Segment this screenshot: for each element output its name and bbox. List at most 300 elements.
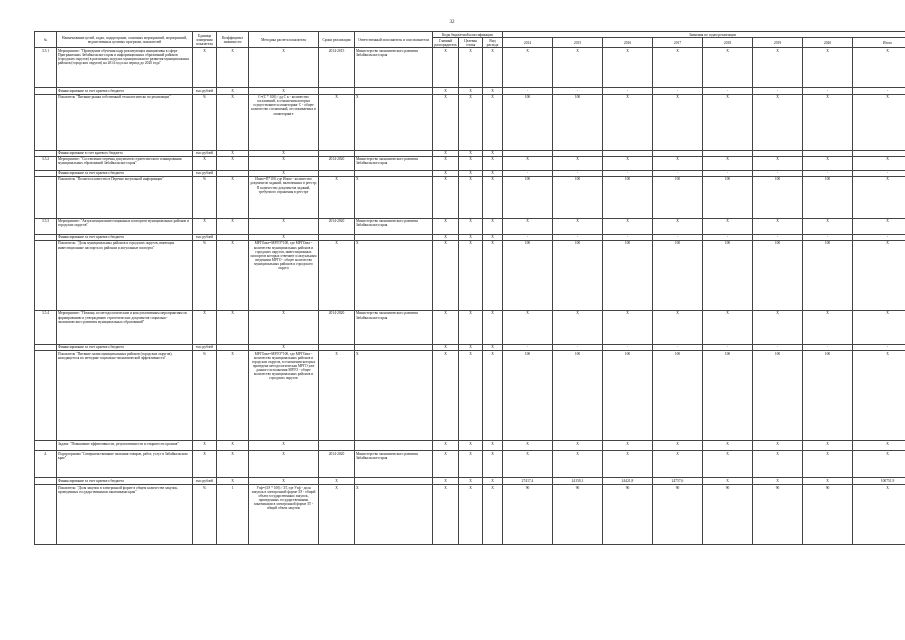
row-year-value: 100 xyxy=(703,240,753,310)
row-method: Ипмо=П*100, где Ипмо - количество документов заданий, включенных в реестр; П количество документов заданий, требуемого отражения в реестре xyxy=(249,176,319,218)
row-coefficient: Х xyxy=(217,441,249,451)
row-coefficient: Х xyxy=(217,351,249,441)
table-body xyxy=(35,48,905,545)
row-year-value: Х xyxy=(603,94,653,150)
row-year-value: Х xyxy=(503,156,553,170)
header-total: Итого xyxy=(853,38,905,48)
header-year: 2017 xyxy=(653,38,703,48)
row-name: Задача: "Повышение эффективности, результативности и открытости органов" xyxy=(57,441,193,451)
header-unit: Единица измерения показателя xyxy=(193,32,217,48)
row-method: С=(С * 100) / дд С к - количество соглашений, в отношении которых осуществляются мониторинг С - общее количество соглашений, отслеживаемых в мониторинге xyxy=(249,94,319,150)
row-number: 3.5.4 xyxy=(35,310,57,344)
row-unit: Х xyxy=(193,451,217,478)
row-number xyxy=(35,441,57,451)
row-code: Х xyxy=(433,240,459,310)
row-year-value: Х xyxy=(653,94,703,150)
row-year-value: 24757,6 xyxy=(653,478,703,485)
row-year-value: Х xyxy=(753,218,803,234)
row-code: Х xyxy=(433,485,459,545)
row-unit: тыс.рублей xyxy=(193,344,217,350)
row-year-value: - xyxy=(803,88,853,94)
header-coefficient: Коэффициент значимости xyxy=(217,32,249,48)
row-name: Финансирование в счет краевого бюджета xyxy=(57,150,193,156)
row-number: 4. xyxy=(35,451,57,478)
row-code: Х xyxy=(459,218,483,234)
row-name: Мероприятие: "Составление перечня документов стратегического планирования муниципальных образований Забайкальского края" xyxy=(57,156,193,170)
row-year-value: - xyxy=(703,88,753,94)
row-unit: Х xyxy=(193,441,217,451)
row-number: 3.5.2 xyxy=(35,156,57,170)
row-code: Х xyxy=(433,218,459,234)
row-code: Х xyxy=(459,485,483,545)
row-code: Х xyxy=(459,234,483,240)
row-code: Х xyxy=(433,310,459,344)
row-year-value: 90 xyxy=(553,485,603,545)
row-year-value: Х xyxy=(703,156,753,170)
row-method: Х xyxy=(249,451,319,478)
row-code: Х xyxy=(433,344,459,350)
row-number xyxy=(35,351,57,441)
row-code: Х xyxy=(433,351,459,441)
row-year-value: 27417,4 xyxy=(503,478,553,485)
row-year-value: - xyxy=(803,344,853,350)
row-period: 2014-2020 xyxy=(319,451,355,478)
row-year-value: Х xyxy=(553,441,603,451)
row-coefficient: Х xyxy=(217,94,249,150)
row-year-value: 90 xyxy=(753,485,803,545)
row-year-value: 90 xyxy=(653,485,703,545)
row-period: 2014-2020 xyxy=(319,310,355,344)
row-name: Мероприятие: "Актуализация инвестиционных паспортов муниципальных районов и городских округов" xyxy=(57,218,193,234)
row-year-value: Х xyxy=(803,48,853,88)
row-year-value: 100 xyxy=(653,176,703,218)
row-year-value: Х xyxy=(603,310,653,344)
row-code: Х xyxy=(459,240,483,310)
row-coefficient: Х xyxy=(217,88,249,94)
row-year-value: 100 xyxy=(653,351,703,441)
row-code: Х xyxy=(459,94,483,150)
row-year-value: 100 xyxy=(553,94,603,150)
row-year-value: Х xyxy=(603,441,653,451)
row-year-value: - xyxy=(603,344,653,350)
row-coefficient: Х xyxy=(217,310,249,344)
header-year: 2018 xyxy=(703,38,753,48)
header-year: 2014 xyxy=(503,38,553,48)
row-number xyxy=(35,94,57,150)
row-code: Х xyxy=(483,441,503,451)
row-code: Х xyxy=(459,441,483,451)
row-year-value: Х xyxy=(703,48,753,88)
row-year-value: 100 xyxy=(603,176,653,218)
row-year-value: - xyxy=(653,170,703,176)
row-name: Показатель: "Доля муниципальных районов и городских округов, имеющих инвестиционные паспорта по районам и актуальные паспорта" xyxy=(57,240,193,310)
table-row xyxy=(35,156,905,170)
row-year-value: 100 xyxy=(553,351,603,441)
row-total: Х xyxy=(853,485,905,545)
row-unit: % xyxy=(193,240,217,310)
header-budget-codes: Коды бюджетной классификации xyxy=(433,32,503,38)
row-code: Х xyxy=(433,176,459,218)
row-year-value: Х xyxy=(703,441,753,451)
program-table xyxy=(34,31,905,545)
table-row xyxy=(35,48,905,88)
row-year-value: - xyxy=(503,234,553,240)
table-row xyxy=(35,94,905,150)
row-code: Х xyxy=(459,310,483,344)
row-unit: Х xyxy=(193,218,217,234)
row-year-value: - xyxy=(503,170,553,176)
row-executor: Х xyxy=(355,240,433,310)
row-year-value: 100 xyxy=(703,351,753,441)
row-code: Х xyxy=(483,234,503,240)
row-year-value: - xyxy=(803,234,853,240)
row-code: Х xyxy=(483,156,503,170)
row-name: Показатель "Питание рынка собственной технологическо по реализации" xyxy=(57,94,193,150)
row-number xyxy=(35,176,57,218)
row-year-value: Х xyxy=(553,218,603,234)
row-code: Х xyxy=(459,48,483,88)
row-name: Финансирование за счет краевого бюджета xyxy=(57,170,193,176)
row-unit: % xyxy=(193,176,217,218)
row-name: Показатель: "Доля закупок в электронной форме в общем количестве закупок, проведенных государственными заказчиками края" xyxy=(57,485,193,545)
row-name: Подпрограмма "Совершенствование оказания товаров, работ, услуг в Забайкальском крае" xyxy=(57,451,193,478)
row-year-value: Х xyxy=(553,156,603,170)
row-name: Финансирование за счет краевого бюджета xyxy=(57,478,193,485)
row-period: Х xyxy=(319,485,355,545)
row-year-value: 90 xyxy=(703,485,753,545)
page-number: 32 xyxy=(449,20,455,25)
row-year-value: - xyxy=(553,88,603,94)
row-period: Х xyxy=(319,176,355,218)
row-year-value: - xyxy=(703,234,753,240)
row-number: 3.5.1 xyxy=(35,48,57,88)
row-year-value: 24421,8 xyxy=(603,478,653,485)
row-code: Х xyxy=(433,234,459,240)
row-unit: Х xyxy=(193,156,217,170)
row-year-value: 100 xyxy=(803,351,853,441)
row-total: Х xyxy=(853,176,905,218)
row-code: Х xyxy=(483,478,503,485)
row-period: Х xyxy=(319,94,355,150)
row-period xyxy=(319,441,355,451)
row-year-value: 100 xyxy=(603,240,653,310)
row-year-value: Х xyxy=(803,218,853,234)
row-year-value: - xyxy=(653,88,703,94)
row-year-value: - xyxy=(803,170,853,176)
row-year-value: 100 xyxy=(753,351,803,441)
row-year-value: Х xyxy=(503,48,553,88)
row-total: - xyxy=(853,88,905,94)
row-code: Х xyxy=(459,478,483,485)
row-year-value: Х xyxy=(703,451,753,478)
row-name: Финансирование за счет краевого бюджета xyxy=(57,234,193,240)
row-year-value: 100 xyxy=(503,94,553,150)
table-row xyxy=(35,240,905,310)
row-year-value: 100 xyxy=(503,240,553,310)
row-year-value: Х xyxy=(703,94,753,150)
row-total: Х xyxy=(853,48,905,88)
row-method: Х xyxy=(249,310,319,344)
row-year-value: Х xyxy=(803,441,853,451)
row-code: Х xyxy=(433,94,459,150)
row-code: Х xyxy=(483,150,503,156)
row-code: Х xyxy=(483,351,503,441)
row-year-value: - xyxy=(603,170,653,176)
row-method: МРГОакт=МРГО*100, где МРГОакт - количество муниципальных районов и городских округов, в отношении которых проведена методологическая МРГО уже данного исполнения МРГО - общее количество муниципальных районов и городских округов xyxy=(249,351,319,441)
row-unit: тыс.рублей xyxy=(193,478,217,485)
row-year-value: Х xyxy=(653,156,703,170)
row-executor: Министерство экономического развития Забайкальского края xyxy=(355,48,433,88)
row-year-value: 100 xyxy=(553,176,603,218)
row-method: Х xyxy=(249,478,319,485)
row-executor: Министерство экономического развития Забайкальского края xyxy=(355,156,433,170)
header-num: № xyxy=(35,32,57,48)
row-year-value: Х xyxy=(553,48,603,88)
row-year-value: Х xyxy=(753,441,803,451)
row-coefficient: Х xyxy=(217,451,249,478)
row-coefficient: Х xyxy=(217,156,249,170)
row-name: Финансирование за счет краевого бюджета xyxy=(57,344,193,350)
row-method: МРГОакт=МРГО*100, где МРГОакт - количество муниципальных районов и городских округов, инвестиционных паспортов которых отвечают и актуальным сведениям МРГО - общее количество муниципальных районов и городского округа xyxy=(249,240,319,310)
row-year-value: 100 xyxy=(803,240,853,310)
row-year-value: Х xyxy=(653,218,703,234)
row-code: Х xyxy=(433,48,459,88)
table-row xyxy=(35,218,905,234)
row-total: Х xyxy=(853,218,905,234)
row-code: Х xyxy=(483,218,503,234)
row-coefficient: Х xyxy=(217,48,249,88)
row-year-value: Х xyxy=(603,156,653,170)
row-year-value: - xyxy=(753,170,803,176)
row-unit: Х xyxy=(193,310,217,344)
row-year-value: Х xyxy=(703,310,753,344)
row-year-value: Х xyxy=(653,441,703,451)
row-coefficient: Х xyxy=(217,176,249,218)
row-total: - xyxy=(853,344,905,350)
row-year-value: 90 xyxy=(603,485,653,545)
row-year-value: Х xyxy=(653,451,703,478)
row-code: Х xyxy=(459,451,483,478)
table-row xyxy=(35,310,905,344)
row-executor: Х xyxy=(355,176,433,218)
header-year: 2019 xyxy=(753,38,803,48)
row-coefficient: Х xyxy=(217,240,249,310)
row-total: Х xyxy=(853,451,905,478)
row-year-value: Х xyxy=(503,218,553,234)
row-executor xyxy=(355,478,433,485)
header-period: Сроки реализации xyxy=(319,32,355,48)
row-year-value: - xyxy=(703,344,753,350)
row-executor: Министерство экономического развития Забайкальского края xyxy=(355,451,433,478)
row-code: Х xyxy=(459,176,483,218)
row-year-value: Х xyxy=(803,310,853,344)
row-year-value: - xyxy=(653,344,703,350)
row-code: Х xyxy=(483,170,503,176)
row-code: Х xyxy=(433,478,459,485)
row-method: Х xyxy=(249,156,319,170)
row-method: Х xyxy=(249,234,319,240)
row-year-value: Х xyxy=(753,94,803,150)
header-method: Методика расчета показателя xyxy=(249,32,319,48)
row-year-value: Х xyxy=(753,310,803,344)
row-number xyxy=(35,240,57,310)
row-year-value: Х xyxy=(753,451,803,478)
row-number xyxy=(35,485,57,545)
row-name: Мероприятие: "Помощь по методологическим и консультативным мероприятиям по формированию и утверждению стратегических документов социально-экономического развития муниципальных образований" xyxy=(57,310,193,344)
row-year-value: Х xyxy=(603,218,653,234)
row-year-value: - xyxy=(753,344,803,350)
row-total: - xyxy=(853,234,905,240)
row-year-value: 100 xyxy=(553,240,603,310)
row-year-value: Х xyxy=(503,441,553,451)
row-method: Х xyxy=(249,344,319,350)
row-year-value: 90 xyxy=(503,485,553,545)
row-period: Х xyxy=(319,478,355,485)
row-code: Х xyxy=(483,451,503,478)
row-executor: Министерство экономического развития Забайкальского края xyxy=(355,218,433,234)
row-code: Х xyxy=(483,48,503,88)
row-number: 3.5.3 xyxy=(35,218,57,234)
row-method: Х xyxy=(249,170,319,176)
row-year-value: Х xyxy=(753,478,803,485)
row-unit: тыс.рублей xyxy=(193,234,217,240)
header-year: 2016 xyxy=(603,38,653,48)
row-year-value: Х xyxy=(803,478,853,485)
row-name: Финансирование за счет краевого бюджета xyxy=(57,88,193,94)
row-year-value: - xyxy=(603,88,653,94)
row-year-value: 100 xyxy=(503,176,553,218)
header-values: Значения по годам реализации xyxy=(503,32,905,38)
row-code: Х xyxy=(483,176,503,218)
row-year-value: 90 xyxy=(803,485,853,545)
row-year-value: Х xyxy=(553,451,603,478)
row-year-value: Х xyxy=(553,310,603,344)
row-unit: тыс.рублей xyxy=(193,88,217,94)
row-total: Х xyxy=(853,310,905,344)
row-code: Х xyxy=(433,170,459,176)
row-year-value: Х xyxy=(603,48,653,88)
table-row xyxy=(35,451,905,478)
row-year-value: Х xyxy=(753,156,803,170)
row-year-value: 100 xyxy=(703,176,753,218)
row-year-value: - xyxy=(703,170,753,176)
row-period: 2014-2015 xyxy=(319,48,355,88)
table-row xyxy=(35,176,905,218)
row-unit: % xyxy=(193,485,217,545)
row-executor: Министерство экономического развития Забайкальского края xyxy=(355,310,433,344)
row-year-value: Х xyxy=(503,310,553,344)
row-method: Х xyxy=(249,218,319,234)
row-year-value: Х xyxy=(703,478,753,485)
row-name: Мероприятие: "Проведение обучения кадр реализующих инициативы в сфере Приграничных Забайкальского края и информационных образований районов (городских округов) в различных модулях муниципального развития муниципальных районов (городских округов) на 2014 год и на период до 2020 года" xyxy=(57,48,193,88)
row-code: Х xyxy=(459,156,483,170)
row-year-value: Х xyxy=(803,451,853,478)
row-total: 100751,9 xyxy=(853,478,905,485)
row-code: Х xyxy=(459,344,483,350)
row-unit: % xyxy=(193,94,217,150)
row-year-value: - xyxy=(603,234,653,240)
row-code: Х xyxy=(483,240,503,310)
row-code: Х xyxy=(459,170,483,176)
row-code: Х xyxy=(433,156,459,170)
row-coefficient: 1 xyxy=(217,485,249,545)
row-year-value: 100 xyxy=(753,176,803,218)
row-coefficient: Х xyxy=(217,218,249,234)
header-executor: Ответственный исполнитель и соисполнители xyxy=(355,32,433,48)
header-year: 2020 xyxy=(803,38,853,48)
row-code: Х xyxy=(483,88,503,94)
row-unit: тыс.рублей xyxy=(193,170,217,176)
row-year-value: - xyxy=(553,170,603,176)
row-code: Х xyxy=(459,150,483,156)
row-unit: % xyxy=(193,351,217,441)
row-executor: Х xyxy=(355,94,433,150)
row-year-value: 100 xyxy=(503,351,553,441)
row-method: Х xyxy=(249,150,319,156)
row-year-value: Х xyxy=(803,156,853,170)
header-year: 2015 xyxy=(553,38,603,48)
row-executor xyxy=(355,441,433,451)
row-code: Х xyxy=(459,351,483,441)
header-code-col: Целевая статья xyxy=(459,38,483,48)
row-name: Показатель "Питание плана муниципальных районов (городских округов), находящегося по методике социально-экономической эффективности" xyxy=(57,351,193,441)
row-year-value: Х xyxy=(653,48,703,88)
row-method: Х xyxy=(249,48,319,88)
row-year-value: 24150,1 xyxy=(553,478,603,485)
row-total: Х xyxy=(853,441,905,451)
table-row xyxy=(35,351,905,441)
row-code: Х xyxy=(483,94,503,150)
row-period: 2014-2020 xyxy=(319,156,355,170)
row-period: 2014-2020 xyxy=(319,218,355,234)
row-year-value: - xyxy=(553,234,603,240)
row-executor: Х xyxy=(355,351,433,441)
row-total: - xyxy=(853,170,905,176)
row-coefficient: Х xyxy=(217,478,249,485)
row-year-value: 100 xyxy=(653,240,703,310)
row-year-value: - xyxy=(503,344,553,350)
row-total: Х xyxy=(853,94,905,150)
header-name: Наименование целей, задач, подпрограмм, основных мероприятий, мероприятий, ведомственных целевых программ, показателей xyxy=(57,32,193,48)
row-method: Уэф=(ЗЭ * 100) / ЗТ, где Уэф - доля закупок в электронной форме ЗЭ - общий объем государственных закупок, проведенных государственными заказчиками в электронной форме ЗТ - общий объем закупок xyxy=(249,485,319,545)
row-code: Х xyxy=(483,344,503,350)
row-code: Х xyxy=(459,88,483,94)
row-year-value: Х xyxy=(803,94,853,150)
row-year-value: Х xyxy=(753,48,803,88)
row-year-value: - xyxy=(503,88,553,94)
row-code: Х xyxy=(433,441,459,451)
row-year-value: - xyxy=(553,344,603,350)
row-method: Х xyxy=(249,441,319,451)
row-code: Х xyxy=(483,310,503,344)
row-total: Х xyxy=(853,351,905,441)
row-year-value: - xyxy=(753,88,803,94)
row-year-value: 100 xyxy=(603,351,653,441)
row-unit: тыс.рублей xyxy=(193,150,217,156)
row-year-value: 100 xyxy=(803,176,853,218)
row-year-value: Х xyxy=(703,218,753,234)
row-coefficient: Х xyxy=(217,150,249,156)
table-row xyxy=(35,478,905,485)
row-name: Показатель "Полнота и качество в Перечне актуальной информации" xyxy=(57,176,193,218)
row-year-value: Х xyxy=(503,451,553,478)
row-code: Х xyxy=(433,88,459,94)
row-executor: Х xyxy=(355,485,433,545)
row-year-value: - xyxy=(753,234,803,240)
row-unit: Х xyxy=(193,48,217,88)
row-code: Х xyxy=(433,451,459,478)
row-number xyxy=(35,478,57,485)
